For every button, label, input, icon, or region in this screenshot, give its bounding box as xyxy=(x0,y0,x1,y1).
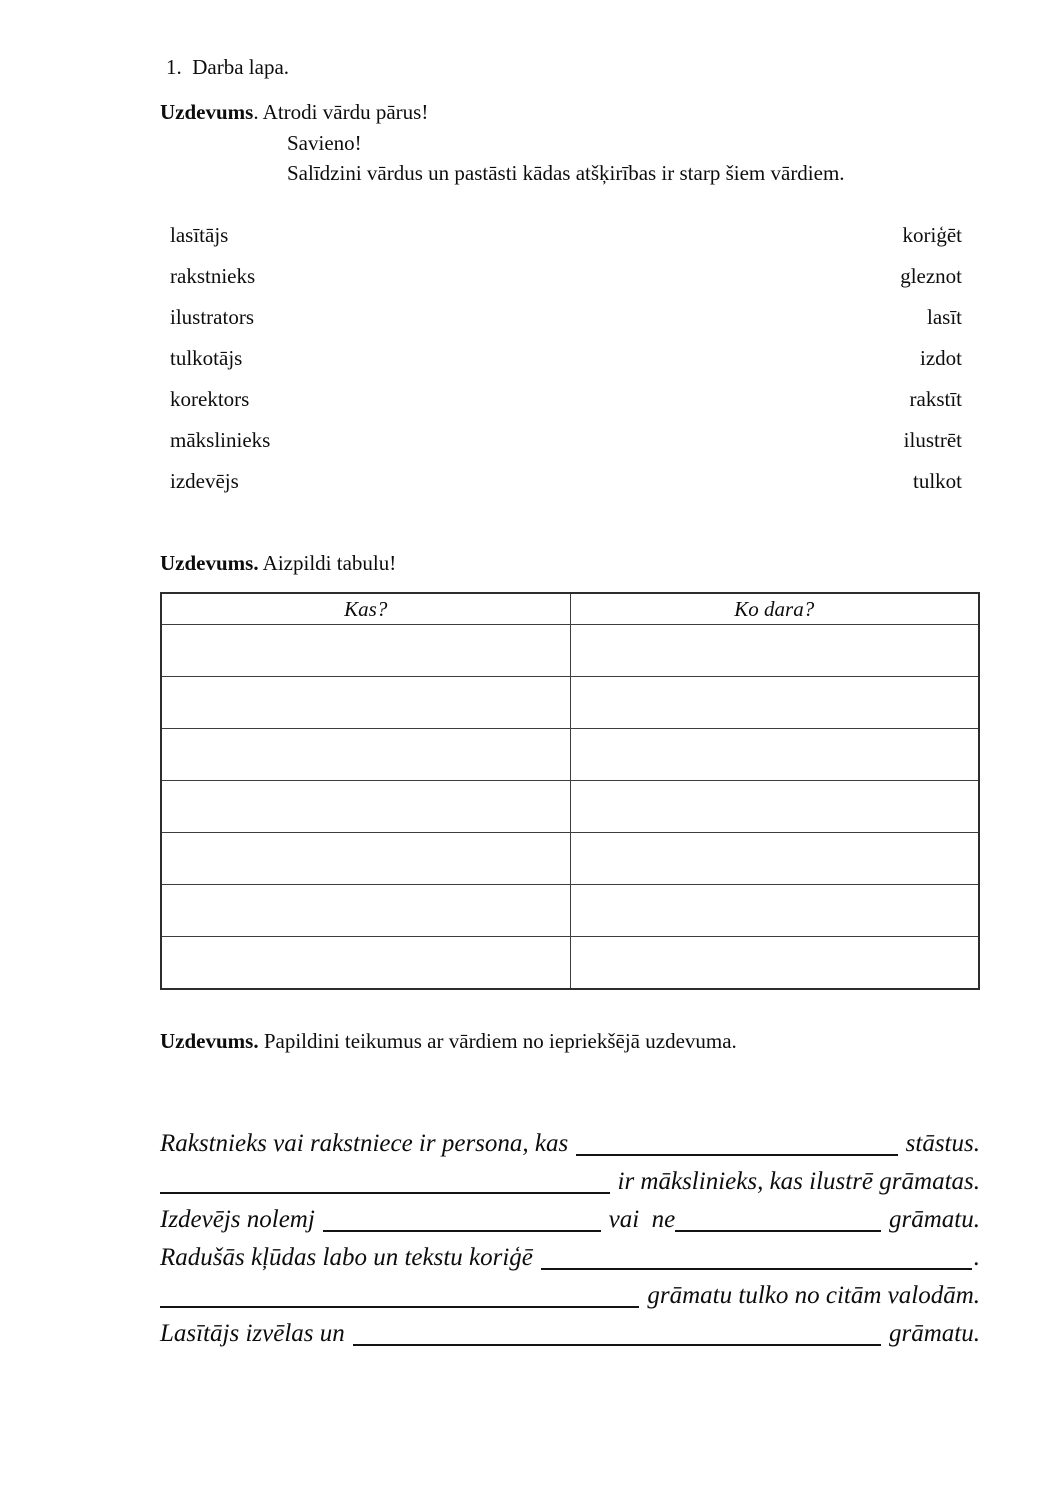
sentence xyxy=(160,1168,980,1198)
sentence-text: Izdevējs nolemj xyxy=(160,1206,315,1233)
sentence-text: vai ne xyxy=(608,1206,676,1233)
sentence xyxy=(160,1244,980,1274)
task-1-instruction-3: Salīdzini vārdus un pastāsti kādas atšķirības ir starp šiem vārdiem. xyxy=(287,161,845,185)
right-word: rakstīt xyxy=(909,387,962,411)
table-row xyxy=(161,781,979,833)
sentence-text: Lasītājs izvēlas un xyxy=(160,1320,345,1347)
table-cell xyxy=(570,833,979,885)
table-cell xyxy=(161,781,570,833)
table-header-ko-dara: Ko dara? xyxy=(570,593,979,625)
fill-table-wrapper xyxy=(160,592,980,990)
blank-line xyxy=(353,1320,881,1346)
table-cell xyxy=(161,729,570,781)
sentence-text: stāstus. xyxy=(905,1130,980,1157)
left-word: izdevējs xyxy=(170,469,239,493)
sentence-text: grāmatu. xyxy=(889,1206,980,1233)
right-word: tulkot xyxy=(912,469,962,493)
word-pair-row xyxy=(160,216,980,257)
fill-table xyxy=(160,592,980,990)
word-pair-row xyxy=(160,257,980,298)
table-cell xyxy=(161,677,570,729)
table-row xyxy=(161,677,979,729)
blank-line xyxy=(541,1244,972,1270)
blank-line xyxy=(160,1282,639,1308)
task-3-heading xyxy=(160,1029,980,1053)
task-1-label: Uzdevums xyxy=(160,100,254,124)
table-row xyxy=(161,833,979,885)
table-cell xyxy=(570,729,979,781)
table-row xyxy=(161,885,979,937)
word-pair-row xyxy=(160,421,980,462)
table-cell xyxy=(161,885,570,937)
blank-line xyxy=(576,1130,897,1156)
task-2-instruction: Aizpildi tabulu! xyxy=(258,551,397,575)
table-cell xyxy=(570,781,979,833)
word-match-list xyxy=(160,216,980,503)
table-cell xyxy=(570,625,979,677)
table-cell xyxy=(161,833,570,885)
left-word: rakstnieks xyxy=(170,264,256,288)
page-title: 1. Darba lapa. xyxy=(166,55,290,79)
word-pair-row xyxy=(160,298,980,339)
table-cell xyxy=(570,885,979,937)
sentence-text: . xyxy=(973,1244,980,1271)
table-cell xyxy=(161,937,570,990)
sentence xyxy=(160,1282,980,1312)
sentence xyxy=(160,1206,980,1236)
right-word: lasīt xyxy=(927,305,962,329)
task-2-heading xyxy=(160,551,980,575)
table-cell xyxy=(161,625,570,677)
task-1-instruction-2: Savieno! xyxy=(287,131,362,155)
left-word: ilustrators xyxy=(170,305,254,329)
page-content xyxy=(160,0,980,1497)
right-word: gleznot xyxy=(900,264,962,288)
sentence-text: grāmatu. xyxy=(889,1320,980,1347)
sentence xyxy=(160,1130,980,1160)
table-header-row xyxy=(161,593,979,625)
left-word: lasītājs xyxy=(170,223,229,247)
word-pair-row xyxy=(160,462,980,503)
task-1-heading xyxy=(160,100,980,124)
table-row xyxy=(161,937,979,990)
sentence-text: ir mākslinieks, kas ilustrē grāmatas. xyxy=(617,1168,980,1195)
blank-line xyxy=(323,1206,601,1232)
fill-in-sentences xyxy=(160,1130,980,1358)
word-pair-row xyxy=(160,380,980,421)
left-word: korektors xyxy=(170,387,250,411)
blank-line xyxy=(160,1168,610,1194)
table-cell xyxy=(570,677,979,729)
task-3-instruction: Papildini teikumus ar vārdiem no iepriekšējā uzdevuma. xyxy=(258,1029,737,1053)
right-word: ilustrēt xyxy=(903,428,962,452)
task-2-label: Uzdevums. xyxy=(160,551,259,575)
sentence-text: Radušās kļūdas labo un tekstu koriģē xyxy=(160,1244,533,1271)
table-row xyxy=(161,729,979,781)
right-word: izdot xyxy=(920,346,962,370)
task-3-label: Uzdevums. xyxy=(160,1029,259,1053)
left-word: tulkotājs xyxy=(170,346,243,370)
table-row xyxy=(161,625,979,677)
word-pair-row xyxy=(160,339,980,380)
blank-line xyxy=(675,1206,881,1232)
table-header-kas: Kas? xyxy=(161,593,570,625)
sentence-text: Rakstnieks vai rakstniece ir persona, kas xyxy=(160,1130,569,1157)
task-1-instruction-1: . Atrodi vārdu pārus! xyxy=(253,100,429,124)
sentence-text: grāmatu tulko no citām valodām. xyxy=(647,1282,980,1309)
sentence xyxy=(160,1320,980,1350)
table-cell xyxy=(570,937,979,990)
right-word: koriģēt xyxy=(902,223,962,247)
left-word: mākslinieks xyxy=(170,428,271,452)
